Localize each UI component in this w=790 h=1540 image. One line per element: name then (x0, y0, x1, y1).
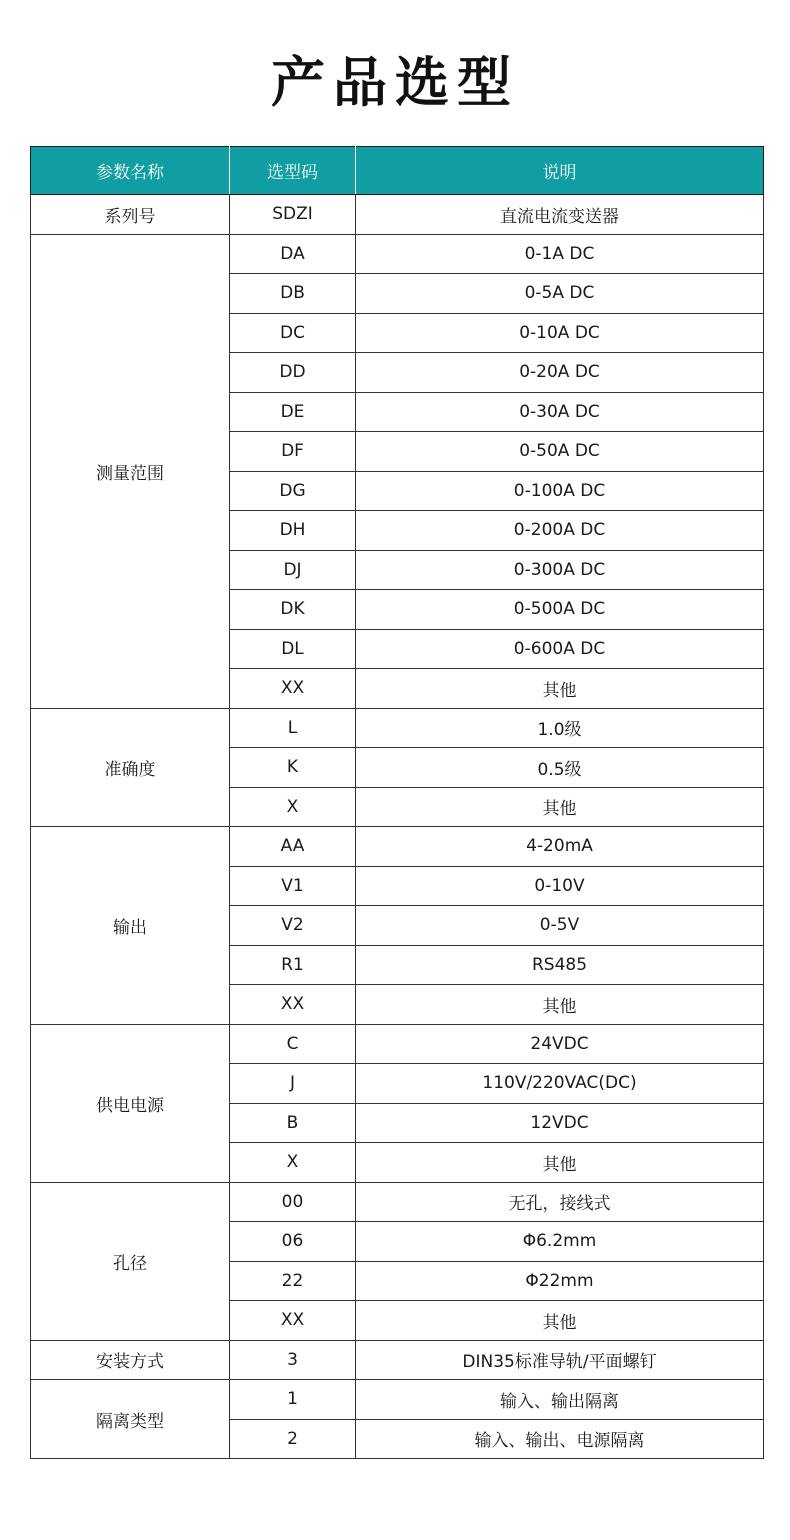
description-cell: 无孔，接线式 (356, 1182, 764, 1222)
code-cell: DD (230, 353, 356, 393)
description-cell: 输入、输出隔离 (356, 1380, 764, 1420)
description-cell: DIN35标准导轨/平面螺钉 (356, 1340, 764, 1380)
description-cell: 4-20mA (356, 827, 764, 867)
header-param-name: 参数名称 (31, 147, 230, 195)
description-cell: 24VDC (356, 1024, 764, 1064)
code-cell: K (230, 748, 356, 788)
param-name-cell: 测量范围 (31, 234, 230, 708)
param-name-cell: 准确度 (31, 708, 230, 827)
description-cell: 0-100A DC (356, 471, 764, 511)
description-cell: 1.0级 (356, 708, 764, 748)
description-cell: 0-1A DC (356, 234, 764, 274)
code-cell: 00 (230, 1182, 356, 1222)
table-row (31, 195, 764, 235)
code-cell: DE (230, 392, 356, 432)
description-cell: 0-300A DC (356, 550, 764, 590)
description-cell: 0-5A DC (356, 274, 764, 314)
code-cell: XX (230, 985, 356, 1025)
code-cell: DA (230, 234, 356, 274)
description-cell: 其他 (356, 669, 764, 709)
description-cell: 0-5V (356, 906, 764, 946)
code-cell: 1 (230, 1380, 356, 1420)
table-row (31, 1340, 764, 1380)
code-cell: 3 (230, 1340, 356, 1380)
description-cell: 0-10A DC (356, 313, 764, 353)
description-cell: 12VDC (356, 1103, 764, 1143)
description-cell: Φ6.2mm (356, 1222, 764, 1262)
code-cell: B (230, 1103, 356, 1143)
code-cell: DC (230, 313, 356, 353)
code-cell: 22 (230, 1261, 356, 1301)
code-cell: DF (230, 432, 356, 472)
code-cell: DH (230, 511, 356, 551)
code-cell: V1 (230, 866, 356, 906)
code-cell: DK (230, 590, 356, 630)
description-cell: 其他 (356, 1301, 764, 1341)
code-cell: J (230, 1064, 356, 1104)
code-cell: AA (230, 827, 356, 867)
param-name-cell: 系列号 (31, 195, 230, 235)
code-cell: DJ (230, 550, 356, 590)
code-cell: 2 (230, 1419, 356, 1459)
table-row (31, 1380, 764, 1420)
code-cell: DG (230, 471, 356, 511)
param-name-cell: 输出 (31, 827, 230, 1025)
header-code: 选型码 (230, 147, 356, 195)
description-cell: 0-600A DC (356, 629, 764, 669)
param-name-cell: 孔径 (31, 1182, 230, 1340)
description-cell: 110V/220VAC(DC) (356, 1064, 764, 1104)
code-cell: XX (230, 1301, 356, 1341)
code-cell: X (230, 787, 356, 827)
code-cell: 06 (230, 1222, 356, 1262)
table-row (31, 827, 764, 867)
code-cell: XX (230, 669, 356, 709)
code-cell: R1 (230, 945, 356, 985)
table-row (31, 1182, 764, 1222)
header-description: 说明 (356, 147, 764, 195)
code-cell: DB (230, 274, 356, 314)
description-cell: 0-200A DC (356, 511, 764, 551)
code-cell: X (230, 1143, 356, 1183)
description-cell: 其他 (356, 1143, 764, 1183)
description-cell: 输入、输出、电源隔离 (356, 1419, 764, 1459)
code-cell: DL (230, 629, 356, 669)
description-cell: 其他 (356, 985, 764, 1025)
table-row (31, 234, 764, 274)
table-header-row (31, 147, 764, 195)
description-cell: 其他 (356, 787, 764, 827)
code-cell: L (230, 708, 356, 748)
description-cell: Φ22mm (356, 1261, 764, 1301)
param-name-cell: 隔离类型 (31, 1380, 230, 1459)
selection-table (30, 146, 764, 1459)
table-row (31, 708, 764, 748)
description-cell: 0-20A DC (356, 353, 764, 393)
description-cell: 直流电流变送器 (356, 195, 764, 235)
table-body (31, 195, 764, 1459)
description-cell: 0-500A DC (356, 590, 764, 630)
code-cell: SDZI (230, 195, 356, 235)
page-title: 产品选型 (271, 51, 519, 114)
description-cell: 0.5级 (356, 748, 764, 788)
description-cell: 0-50A DC (356, 432, 764, 472)
table-row (31, 1024, 764, 1064)
description-cell: 0-30A DC (356, 392, 764, 432)
param-name-cell: 供电电源 (31, 1024, 230, 1182)
code-cell: C (230, 1024, 356, 1064)
code-cell: V2 (230, 906, 356, 946)
description-cell: 0-10V (356, 866, 764, 906)
description-cell: RS485 (356, 945, 764, 985)
param-name-cell: 安装方式 (31, 1340, 230, 1380)
